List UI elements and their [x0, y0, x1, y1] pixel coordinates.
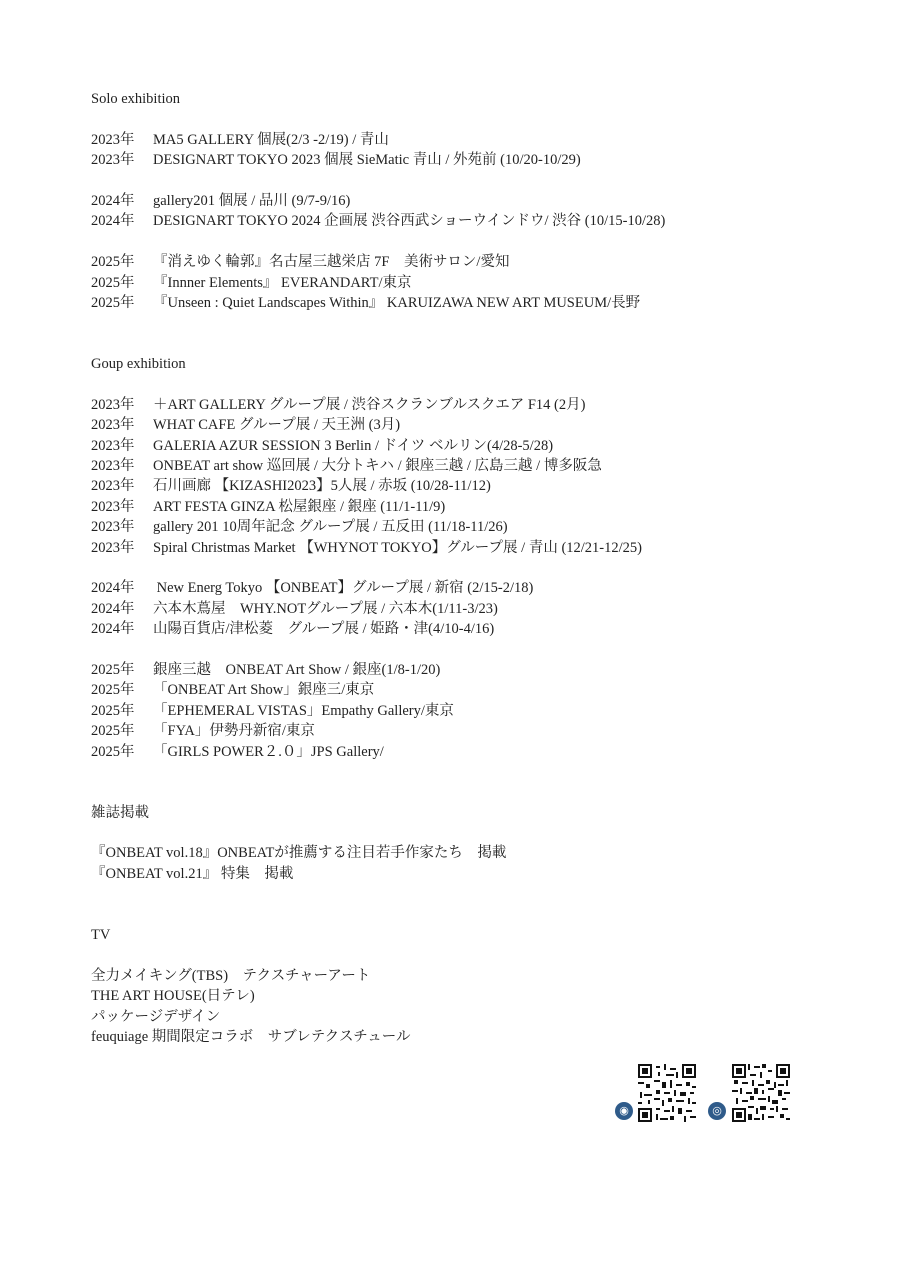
list-item: 2023年 ＋ART GALLERY グループ展 / 渋谷スクランブルスクエア F14 (2月) [91, 396, 586, 413]
list-item: 2025年 銀座三越 ONBEAT Art Show / 銀座(1/8-1/20) [91, 661, 441, 678]
instagram-qr-code[interactable] [732, 1064, 790, 1122]
list-item: 2024年 gallery201 個展 / 品川 (9/7-9/16) [91, 192, 351, 209]
list-item: 『ONBEAT vol.21』 特集 掲載 [91, 865, 294, 882]
cv-document [91, 89, 851, 1047]
list-item: 2023年 ART FESTA GINZA 松屋銀座 / 銀座 (11/1-11/9) [91, 498, 446, 515]
list-item: 2024年 New Energ Tokyo 【ONBEAT】グループ展 / 新宿 (2/15-2/18) [91, 580, 534, 597]
solo-group-2025 [91, 252, 851, 313]
website-qr-code[interactable] [638, 1064, 696, 1122]
list-item: 2024年 山陽百貨店/津松菱 グループ展 / 姫路・津(4/10-4/16) [91, 621, 495, 638]
list-item: 2023年 MA5 GALLERY 個展(2/3 -2/19) / 青山 [91, 131, 389, 148]
group-group-2023 [91, 395, 851, 558]
list-item: 2023年 WHAT CAFE グループ展 / 天王洲 (3月) [91, 417, 401, 434]
group-group-2024 [91, 578, 851, 639]
solo-heading: Solo exhibition [91, 91, 181, 107]
list-item: 2025年 『消えゆく輪郭』名古屋三越栄店 7F 美術サロン/愛知 [91, 254, 510, 271]
qr-codes [612, 1064, 802, 1124]
list-item: 2025年 「FYA」伊勢丹新宿/東京 [91, 723, 315, 740]
solo-group-2023 [91, 130, 851, 171]
list-item: 2025年 「EPHEMERAL VISTAS」Empathy Gallery/東京 [91, 702, 454, 719]
list-item: 2023年 石川画廊 【KIZASHI2023】5人展 / 赤坂 (10/28-11/12) [91, 478, 491, 495]
list-item: 2025年 「ONBEAT Art Show」銀座三/東京 [91, 682, 375, 699]
list-item: feuquiage 期間限定コラボ サブレテクスチュール [91, 1029, 411, 1046]
list-item: 2023年 DESIGNART TOKYO 2023 個展 SieMatic 青山 / 外苑前 (10/20-10/29) [91, 152, 581, 169]
list-item: パッケージデザイン [91, 1008, 221, 1025]
solo-group-2024 [91, 191, 851, 232]
list-item: 2023年 Spiral Christmas Market 【WHYNOT TOKYO】グループ展 / 青山 (12/21-12/25) [91, 539, 642, 556]
list-item: 2024年 DESIGNART TOKYO 2024 企画展 渋谷西武ショーウインドウ/ 渋谷 (10/15-10/28) [91, 213, 666, 230]
list-item: 2024年 六本木蔦屋 WHY.NOTグループ展 / 六本木(1/11-3/23) [91, 600, 498, 617]
instagram-icon: ◎ [708, 1102, 726, 1120]
list-item: 2023年 gallery 201 10周年記念 グループ展 / 五反田 (11/18-11/26) [91, 519, 508, 536]
list-item: THE ART HOUSE(日テレ) [91, 988, 255, 1005]
globe-icon: ◉ [615, 1102, 633, 1120]
list-item: 2025年 「GIRLS POWER２.０」JPS Gallery/ [91, 743, 384, 760]
list-item: 2025年 『Unseen : Quiet Landscapes Within』 KARUIZAWA NEW ART MUSEUM/長野 [91, 294, 641, 311]
tv-heading: TV [91, 927, 111, 944]
list-item: 全力メイキング(TBS) テクスチャーアート [91, 967, 371, 984]
magazine-heading: 雑誌掲載 [91, 804, 149, 821]
group-heading: Goup exhibition [91, 356, 186, 373]
list-item: 2023年 GALERIA AZUR SESSION 3 Berlin / ドイツ ベルリン(4/28-5/28) [91, 437, 554, 454]
group-group-2025 [91, 660, 851, 762]
list-item: 『ONBEAT vol.18』ONBEATが推薦する注目若手作家たち 掲載 [91, 845, 507, 862]
list-item: 2023年 ONBEAT art show 巡回展 / 大分トキハ / 銀座三越 / 広島三越 / 博多阪急 [91, 458, 602, 475]
list-item: 2025年 『Innner Elements』 EVERANDART/東京 [91, 274, 412, 291]
